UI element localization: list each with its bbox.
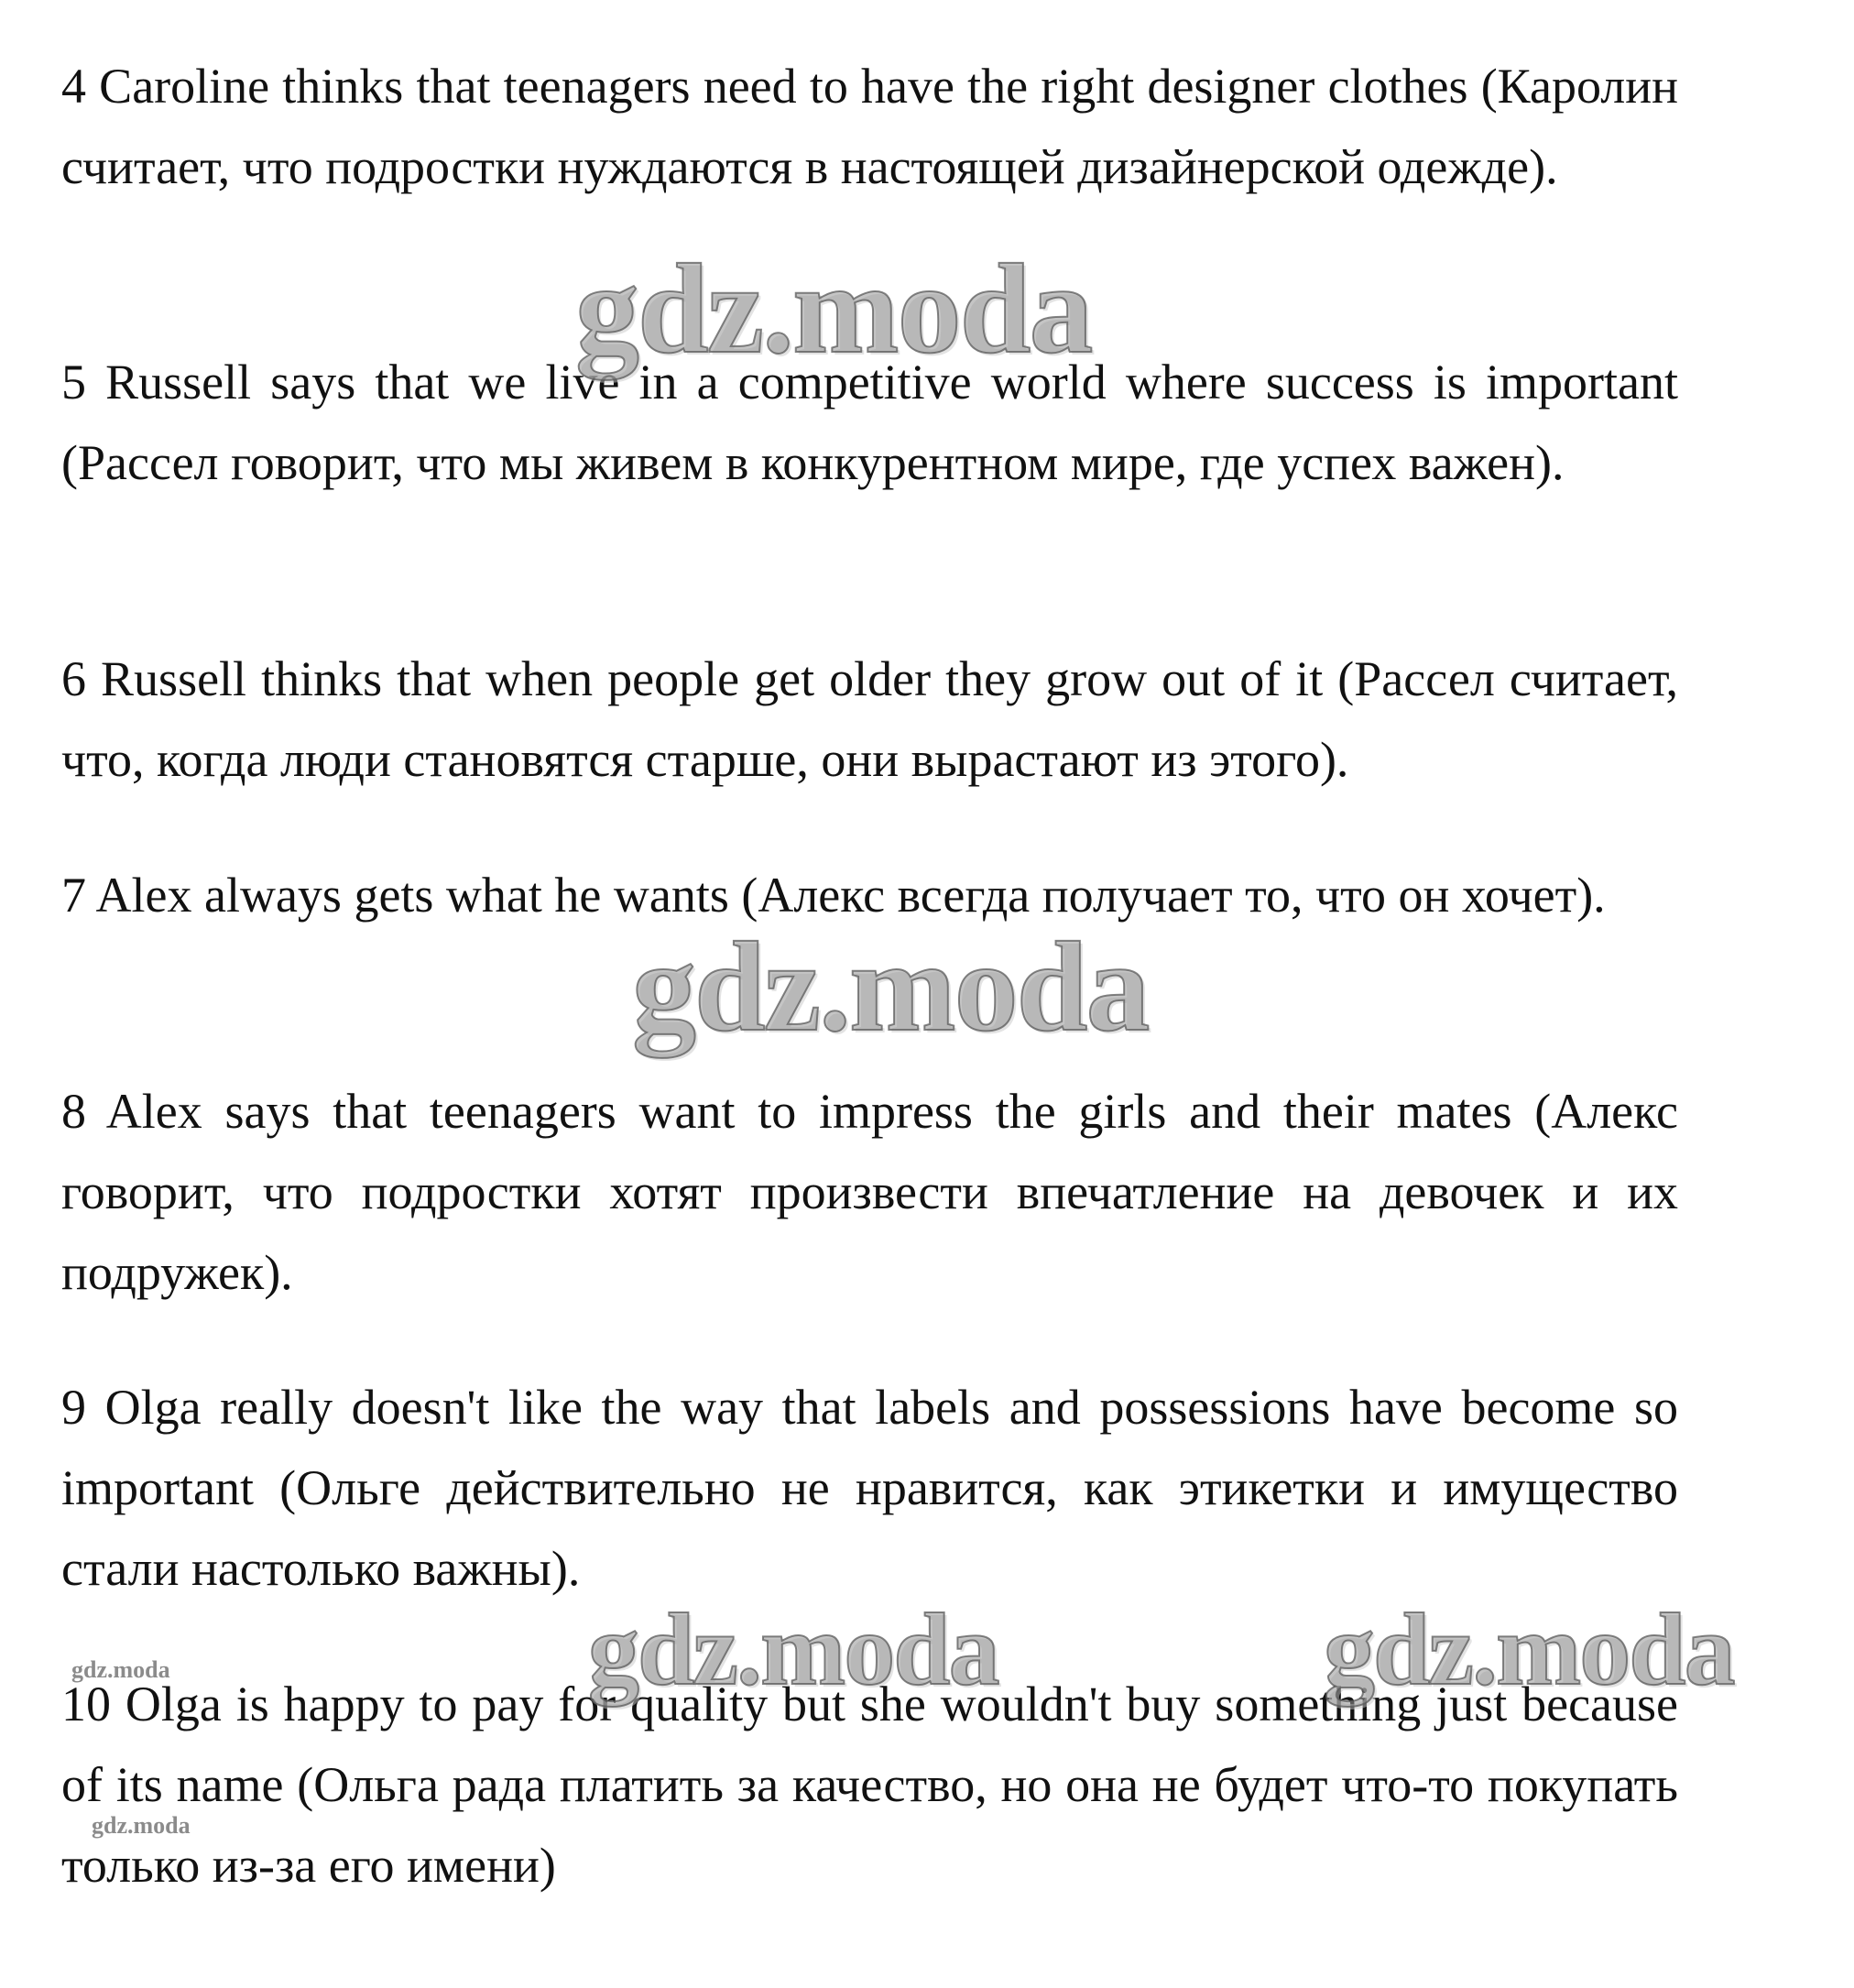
watermark-small: gdz.moda xyxy=(92,1812,191,1839)
paragraph-10: 10 Olga is happy to pay for quality but she wouldn't buy something just because of its name (Ольга рада платить за качество, но она не будет что-то покупать только из-за его имени) xyxy=(61,1677,1678,1893)
paragraph-4: 4 Caroline thinks that teenagers need to have the right designer clothes (Каролин считает, что подростки нуждаются в настоящей дизайнерской одежде). xyxy=(61,59,1678,194)
paragraph-9: 9 Olga really doesn't like the way that labels and possessions have become so important (Ольге действительно не нравится, как этикетки и имущество стали настолько важны). xyxy=(61,1380,1678,1596)
watermark-logo: gdz.moda xyxy=(588,1593,998,1707)
watermark-logo: gdz.moda xyxy=(1324,1593,1734,1707)
paragraph-6: 6 Russell thinks that when people get older they grow out of it (Рассел считает, что, когда люди становятся старше, они вырастают из этого). xyxy=(61,651,1678,787)
paragraph-5: 5 Russell says that we live in a competitive world where success is important (Рассел говорит, что мы живем в конкурентном мире, где успех важен). xyxy=(61,355,1678,490)
paragraph-7: 7 Alex always gets what he wants (Алекс всегда получает то, что он хочет). xyxy=(61,868,1606,923)
watermark-small: gdz.moda xyxy=(71,1656,170,1683)
watermark-logo: gdz.moda xyxy=(632,916,1149,1058)
paragraph-8: 8 Alex says that teenagers want to impress the girls and their mates (Алекс говорит, что подростки хотят произвести впечатление на девочек и их подружек). xyxy=(61,1084,1678,1300)
watermark-logo: gdz.moda xyxy=(575,238,1092,380)
